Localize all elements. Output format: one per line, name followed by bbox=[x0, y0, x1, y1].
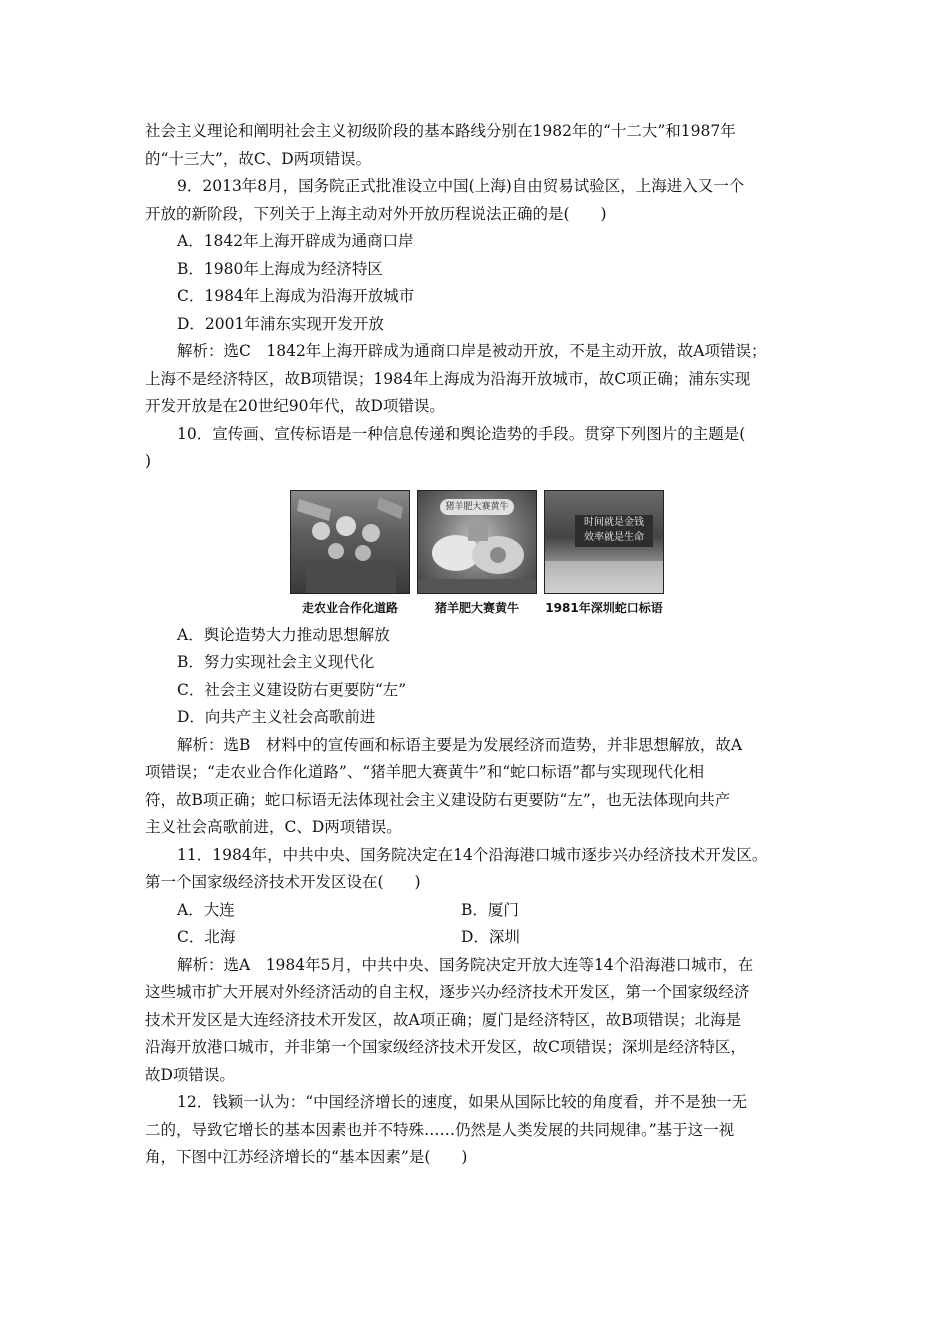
analysis-line: 解析：选C 1842年上海开辟成为通商口岸是被动开放，不是主动开放，故A项错误； bbox=[177, 342, 767, 360]
analysis-line: 沿海开放港口城市，并非第一个国家级经济技术开发区，故C项错误；深圳是经济特区， bbox=[145, 1038, 746, 1056]
question-10-stem: 10．宣传画、宣传标语是一种信息传递和舆论造势的手段。贯穿下列图片的主题是( bbox=[177, 424, 746, 443]
option-a: A．1842年上海开辟成为通商口岸 bbox=[177, 232, 414, 250]
analysis-line: 上海不是经济特区，故B项错误；1984年上海成为沿海开放城市，故C项正确；浦东实现 bbox=[145, 369, 751, 388]
option-d: D．2001年浦东实现开发开放 bbox=[177, 314, 384, 333]
analysis-line: 开发开放是在20世纪90年代，故D项错误。 bbox=[145, 397, 445, 415]
analysis-line: 解析：选A 1984年5月，中共中央、国务院决定开放大连等14个沿海港口城市，在 bbox=[177, 955, 754, 974]
figure-shekou-slogan bbox=[544, 490, 664, 616]
question-10-stem: ) bbox=[145, 452, 152, 470]
text-line: 的“十三大”，故C、D两项错误。 bbox=[145, 149, 372, 168]
poster-figures bbox=[145, 490, 809, 616]
question-12-stem: 角，下图中江苏经济增长的“基本因素”是( ) bbox=[145, 1148, 468, 1166]
question-12-stem: 12．钱颖一认为：“中国经济增长的速度，如果从国际比较的角度看，并不是独一无 bbox=[177, 1093, 748, 1111]
figure-caption: 1981年深圳蛇口标语 bbox=[545, 600, 663, 615]
question-11-stem: 11．1984年，中共中央、国务院决定在14个沿海港口城市逐步兴办经济技术开发区。 bbox=[177, 845, 768, 864]
figure-caption: 走农业合作化道路 bbox=[301, 600, 398, 615]
option-a: A．舆论造势大力推动思想解放 bbox=[177, 625, 390, 644]
option-d: D．向共产主义社会高歌前进 bbox=[177, 708, 376, 726]
option-b: B．厦门 bbox=[461, 900, 519, 919]
options-row bbox=[145, 897, 809, 925]
question-9-stem: 开放的新阶段，下列关于上海主动对外开放历程说法正确的是( ) bbox=[145, 204, 607, 223]
option-b: B．努力实现社会主义现代化 bbox=[177, 653, 375, 671]
poster-image bbox=[544, 490, 664, 594]
question-12-stem: 二的，导致它增长的基本因素也并不特殊……仍然是人类发展的共同规律。”基于这一视 bbox=[145, 1120, 735, 1139]
slogan-line: 效率就是生命 bbox=[584, 531, 644, 543]
analysis-line: 项错误；“走农业合作化道路”、“猪羊肥大赛黄牛”和“蛇口标语”都与实现现代化相 bbox=[145, 763, 705, 781]
poster-image bbox=[290, 490, 410, 594]
option-c: C．社会主义建设防右更要防“左” bbox=[177, 680, 407, 699]
analysis-line: 主义社会高歌前进，C、D两项错误。 bbox=[145, 818, 402, 836]
text-line: 社会主义理论和阐明社会主义初级阶段的基本路线分别在1982年的“十二大”和1987年 bbox=[145, 122, 736, 140]
options-row bbox=[145, 924, 809, 952]
analysis-line: 技术开发区是大连经济技术开发区，故A项正确；厦门是经济特区，故B项错误；北海是 bbox=[145, 1010, 742, 1029]
slogan-line: 时间就是金钱 bbox=[584, 516, 644, 528]
option-b: B．1980年上海成为经济特区 bbox=[177, 259, 383, 278]
analysis-line: 这些城市扩大开展对外经济活动的自主权，逐步兴办经济技术开发区，第一个国家级经济 bbox=[145, 983, 750, 1001]
figure-cooperative bbox=[290, 490, 410, 616]
analysis-line: 解析：选B 材料中的宣传画和标语主要是为发展经济而造势，并非思想解放，故A bbox=[177, 735, 743, 754]
analysis-line: 符，故B项正确；蛇口标语无法体现社会主义建设防右更要防“左”，也无法体现向共产 bbox=[145, 790, 731, 809]
figure-livestock bbox=[417, 490, 537, 616]
option-d: D．深圳 bbox=[461, 928, 520, 946]
figure-caption: 猪羊肥大赛黄牛 bbox=[434, 600, 519, 615]
option-c: C．北海 bbox=[177, 928, 236, 946]
analysis-line: 故D项错误。 bbox=[145, 1065, 235, 1084]
question-9-stem: 9．2013年8月，国务院正式批准设立中国(上海)自由贸易试验区，上海进入又一个 bbox=[177, 177, 745, 195]
document-page bbox=[145, 118, 809, 1172]
poster-banner: 猪羊肥大赛黄牛 bbox=[440, 499, 514, 515]
poster-image bbox=[417, 490, 537, 594]
question-11-stem: 第一个国家级经济技术开发区设在( ) bbox=[145, 873, 421, 891]
option-a: A．大连 bbox=[177, 900, 235, 919]
option-c: C．1984年上海成为沿海开放城市 bbox=[177, 287, 415, 305]
